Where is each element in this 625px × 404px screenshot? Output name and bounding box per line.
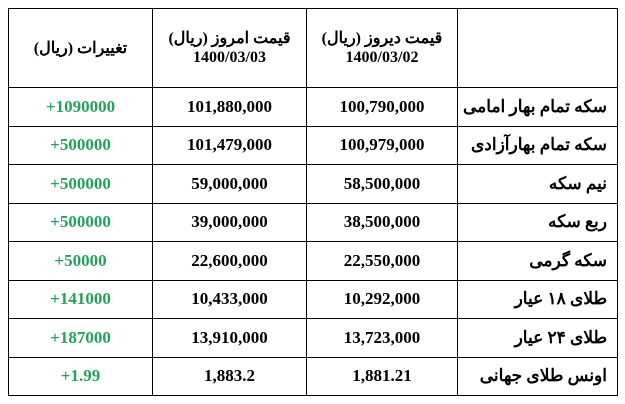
item-name: سکه تمام بهار امامی — [458, 88, 618, 127]
price-change: +141000 — [9, 280, 153, 319]
price-change: +50000 — [9, 242, 153, 281]
header-yesterday-label: قیمت دیروز (ریال) — [321, 30, 443, 47]
item-name: سکه گرمی — [458, 242, 618, 281]
today-price: 22,600,000 — [153, 242, 307, 281]
header-row — [9, 9, 618, 88]
yesterday-price: 13,723,000 — [307, 319, 458, 358]
item-name: اونس طلای جهانی — [458, 357, 618, 396]
yesterday-price: 1,881.21 — [307, 357, 458, 396]
item-name: طلای ۲۴ عیار — [458, 319, 618, 358]
table-row — [9, 126, 618, 165]
table-row — [9, 357, 618, 396]
table-row — [9, 203, 618, 242]
header-change-label: تغییرات (ریال) — [33, 39, 128, 57]
today-price: 10,433,000 — [153, 280, 307, 319]
item-name: ربع سکه — [458, 203, 618, 242]
price-change: +1090000 — [9, 88, 153, 127]
table-row — [9, 319, 618, 358]
table-row — [9, 88, 618, 127]
today-price: 59,000,000 — [153, 165, 307, 204]
today-price: 39,000,000 — [153, 203, 307, 242]
header-name — [458, 9, 618, 88]
today-price: 1,883.2 — [153, 357, 307, 396]
header-today — [153, 9, 307, 88]
table-row — [9, 242, 618, 281]
price-table — [8, 8, 618, 396]
header-yesterday-date: 1400/03/02 — [345, 49, 419, 66]
yesterday-price: 58,500,000 — [307, 165, 458, 204]
yesterday-price: 10,292,000 — [307, 280, 458, 319]
table-row — [9, 280, 618, 319]
today-price: 101,880,000 — [153, 88, 307, 127]
price-change: +500000 — [9, 126, 153, 165]
header-change — [9, 9, 153, 88]
header-yesterday — [307, 9, 458, 88]
yesterday-price: 22,550,000 — [307, 242, 458, 281]
today-price: 101,479,000 — [153, 126, 307, 165]
price-change: +500000 — [9, 203, 153, 242]
item-name: طلای ۱۸ عیار — [458, 280, 618, 319]
yesterday-price: 100,979,000 — [307, 126, 458, 165]
yesterday-price: 38,500,000 — [307, 203, 458, 242]
header-today-label: قیمت امروز (ریال) — [168, 30, 291, 47]
price-change: +500000 — [9, 165, 153, 204]
price-change: +1.99 — [9, 357, 153, 396]
header-today-date: 1400/03/03 — [193, 49, 266, 66]
price-change: +187000 — [9, 319, 153, 358]
item-name: سکه تمام بهارآزادی — [458, 126, 618, 165]
item-name: نیم سکه — [458, 165, 618, 204]
yesterday-price: 100,790,000 — [307, 88, 458, 127]
today-price: 13,910,000 — [153, 319, 307, 358]
table-row — [9, 165, 618, 204]
